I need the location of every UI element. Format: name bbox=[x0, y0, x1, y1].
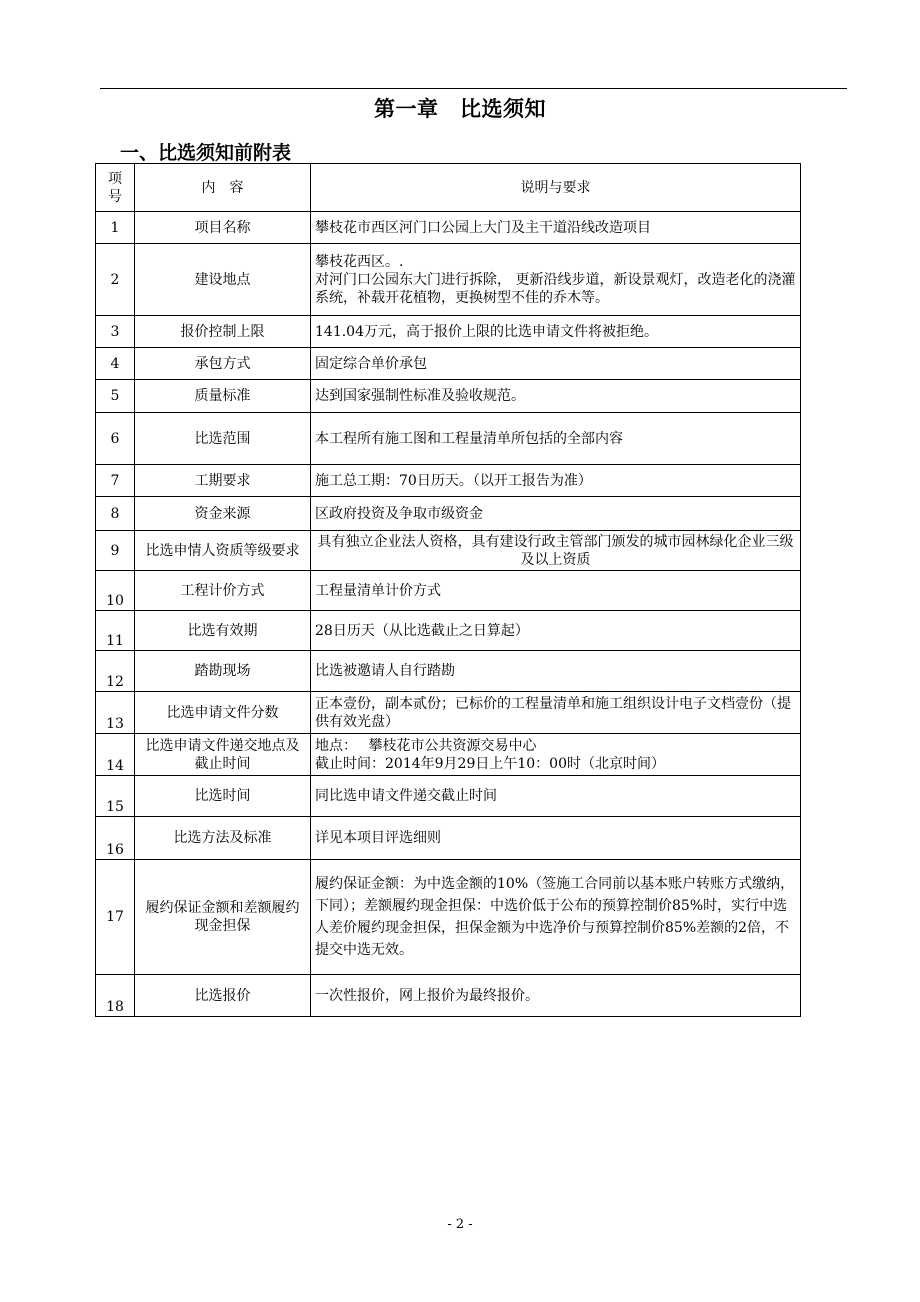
table-row bbox=[96, 734, 801, 776]
row-number: 10 bbox=[96, 571, 135, 611]
row-item: 比选申请文件递交地点及截止时间 bbox=[135, 734, 311, 776]
description-line: 一次性报价，网上报价为最终报价。 bbox=[315, 987, 539, 1004]
table-row bbox=[96, 244, 801, 316]
row-description bbox=[311, 860, 801, 975]
row-description bbox=[311, 212, 801, 244]
description-line: 施工总工期：70日历天。（以开工报告为准） bbox=[315, 472, 592, 489]
row-description bbox=[311, 465, 801, 497]
table-row bbox=[96, 316, 801, 348]
row-item: 踏勘现场 bbox=[135, 651, 311, 692]
row-number: 5 bbox=[96, 380, 135, 413]
table-row bbox=[96, 571, 801, 611]
description-line: 截止时间：2014年9月29日上午10：00时（北京时间） bbox=[315, 755, 665, 772]
row-description bbox=[311, 380, 801, 413]
row-item: 比选方法及标准 bbox=[135, 817, 311, 860]
description-line: 详见本项目评选细则 bbox=[315, 830, 441, 846]
row-number: 6 bbox=[96, 413, 135, 465]
header-content: 内 容 bbox=[135, 164, 311, 212]
row-item: 建设地点 bbox=[135, 244, 311, 316]
row-description bbox=[311, 413, 801, 465]
description-line: 141.04万元，高于报价上限的比选申请文件将被拒绝。 bbox=[315, 323, 658, 340]
row-description bbox=[311, 531, 801, 571]
table-row bbox=[96, 348, 801, 380]
row-description bbox=[311, 611, 801, 651]
row-item: 承包方式 bbox=[135, 348, 311, 380]
description-line: 正本壹份，副本贰份；已标价的工程量清单和施工组织设计电子文档壹份（提供有效光盘） bbox=[315, 695, 791, 730]
row-description bbox=[311, 975, 801, 1017]
row-number: 1 bbox=[96, 212, 135, 244]
table-header-row bbox=[96, 164, 801, 212]
table-row bbox=[96, 531, 801, 571]
table-row bbox=[96, 776, 801, 817]
section-title: 一、比选须知前附表 bbox=[120, 142, 292, 164]
description-line: 履约保证金额：为中选金额的10%（签施工合同前以基本账户转账方式缴纳，下同）；差额履约现金担保：中选价低于公布的预算控制价85%时，实行中选人差价履约现金担保，担保金额为中选净价与预算控制价85%差额的2倍，不提交中选无效。 bbox=[315, 876, 795, 958]
table-row bbox=[96, 860, 801, 975]
table-row bbox=[96, 817, 801, 860]
row-number: 15 bbox=[96, 776, 135, 817]
row-item: 项目名称 bbox=[135, 212, 311, 244]
row-description bbox=[311, 348, 801, 380]
row-description bbox=[311, 817, 801, 860]
row-number: 9 bbox=[96, 531, 135, 571]
row-description bbox=[311, 497, 801, 531]
description-line: 具有独立企业法人资格，具有建设行政主管部门颁发的城市园林绿化企业三级及以上资质 bbox=[317, 533, 794, 568]
row-number: 17 bbox=[96, 860, 135, 975]
row-description bbox=[311, 692, 801, 734]
description-line: 工程量清单计价方式 bbox=[315, 582, 441, 599]
row-item: 工程计价方式 bbox=[135, 571, 311, 611]
description-line: 本工程所有施工图和工程量清单所包括的全部内容 bbox=[315, 430, 623, 447]
row-description bbox=[311, 316, 801, 348]
row-number: 8 bbox=[96, 497, 135, 531]
row-description bbox=[311, 651, 801, 692]
table-row bbox=[96, 465, 801, 497]
table-row bbox=[96, 497, 801, 531]
table-row bbox=[96, 975, 801, 1017]
row-item: 履约保证金额和差额履约现金担保 bbox=[135, 860, 311, 975]
description-line: 比选被邀请人自行踏勘 bbox=[315, 663, 455, 679]
row-description bbox=[311, 734, 801, 776]
row-item: 比选有效期 bbox=[135, 611, 311, 651]
description-line: 区政府投资及争取市级资金 bbox=[315, 505, 483, 522]
description-line: 攀枝花市西区河门口公园上大门及主干道沿线改造项目 bbox=[315, 219, 651, 236]
header-rule bbox=[100, 88, 847, 89]
table-row bbox=[96, 413, 801, 465]
instructions-table bbox=[95, 163, 801, 1017]
description-line: 地点： 攀枝花市公共资源交易中心 bbox=[315, 737, 537, 754]
row-number: 13 bbox=[96, 692, 135, 734]
description-line: 对河门口公园东大门进行拆除， 更新沿线步道，新设景观灯，改造老化的浇灌系统，补载开花植物，更换树型不佳的乔木等。 bbox=[315, 271, 796, 306]
row-number: 12 bbox=[96, 651, 135, 692]
row-item: 工期要求 bbox=[135, 465, 311, 497]
chapter-title: 第一章 比选须知 bbox=[374, 97, 546, 121]
table-row bbox=[96, 692, 801, 734]
table-row bbox=[96, 611, 801, 651]
description-line: 攀枝花西区。. bbox=[315, 253, 404, 270]
row-item: 比选时间 bbox=[135, 776, 311, 817]
row-item: 比选申请文件分数 bbox=[135, 692, 311, 734]
row-description bbox=[311, 776, 801, 817]
header-description: 说明与要求 bbox=[311, 164, 801, 212]
table-row bbox=[96, 212, 801, 244]
description-line: 28日历天（从比选截止之日算起） bbox=[315, 622, 529, 639]
row-item: 报价控制上限 bbox=[135, 316, 311, 348]
row-item: 比选报价 bbox=[135, 975, 311, 1017]
row-description bbox=[311, 571, 801, 611]
row-number: 3 bbox=[96, 316, 135, 348]
table-row bbox=[96, 651, 801, 692]
row-number: 2 bbox=[96, 244, 135, 316]
row-item: 质量标准 bbox=[135, 380, 311, 413]
row-number: 18 bbox=[96, 975, 135, 1017]
page-number: - 2 - bbox=[447, 1217, 473, 1232]
header-item-no: 项号 bbox=[96, 164, 135, 212]
row-number: 16 bbox=[96, 817, 135, 860]
description-line: 同比选申请文件递交截止时间 bbox=[315, 788, 497, 804]
row-number: 7 bbox=[96, 465, 135, 497]
row-item: 比选范围 bbox=[135, 413, 311, 465]
row-item: 比选申情人资质等级要求 bbox=[135, 531, 311, 571]
row-number: 11 bbox=[96, 611, 135, 651]
row-description bbox=[311, 244, 801, 316]
row-number: 4 bbox=[96, 348, 135, 380]
row-number: 14 bbox=[96, 734, 135, 776]
table-row bbox=[96, 380, 801, 413]
description-line: 固定综合单价承包 bbox=[315, 355, 427, 372]
row-item: 资金来源 bbox=[135, 497, 311, 531]
description-line: 达到国家强制性标准及验收规范。 bbox=[315, 388, 525, 404]
